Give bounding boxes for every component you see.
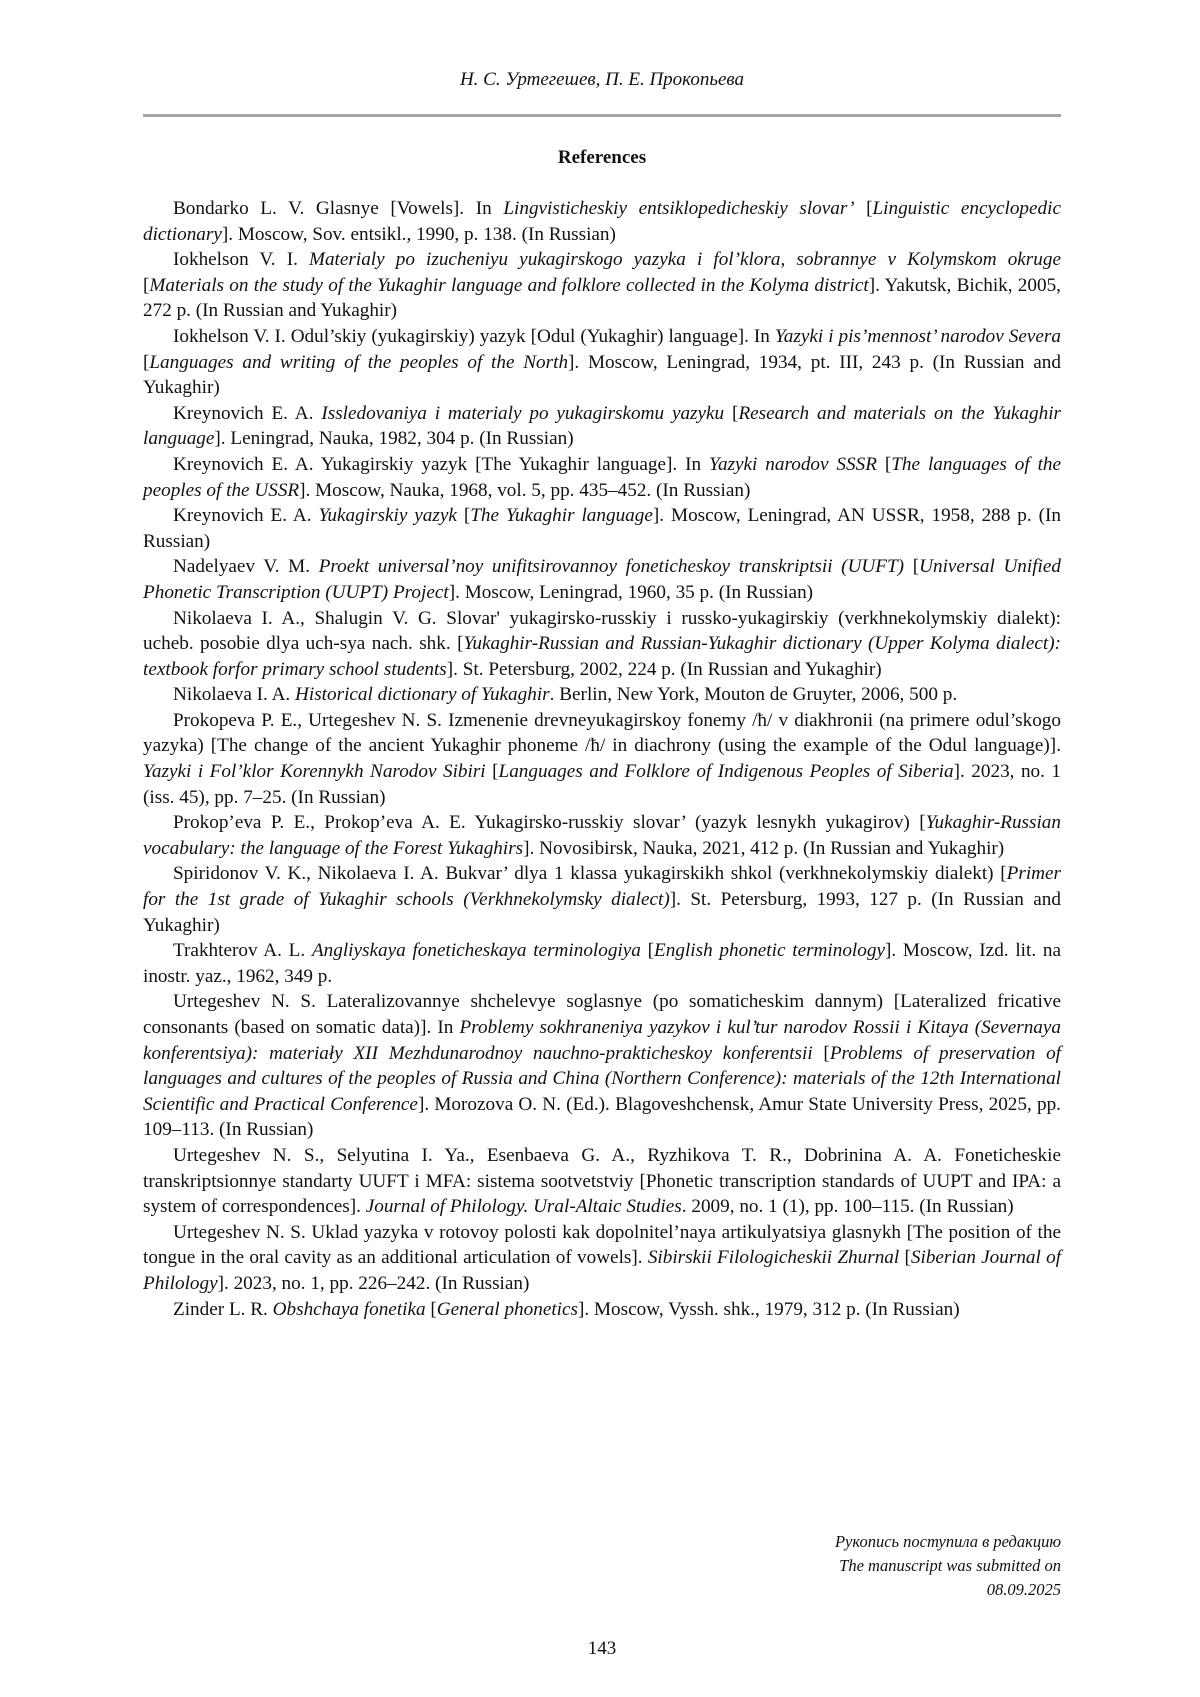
reference-text: [ [425,1298,437,1320]
reference-text: ]. 2023, no. 1 (iss. 45), pp. 7–25. (In Russian) [143,761,1062,808]
reference-text: ]. Morozova O. N. (Ed.). Blagoveshchensk, Amur State University Press, 2025, pp. 109–113. (In Russian) [143,1093,1061,1141]
reference-entry [143,810,1061,861]
reference-text: Nikolaeva I. A., Shalugin V. G. Slovar' yukagirsko-russkiy i russko-yukagirskiy (verkhnekolymskiy dialekt): ucheb. posobie dlya uch-sya nach. shk. [ [143,607,1061,655]
reference-italic-text: Obshchaya fonetika [272,1298,426,1320]
reference-italic-text: Primer for the 1st grade of Yukaghir schools (Verkhnekolymsky dialect) [143,863,1061,911]
reference-text: . Berlin, New York, Mouton de Gruyter, 2006, 500 p. [549,684,958,706]
reference-italic-text: Yukaghir-Russian and Russian-Yukaghir dictionary (Upper Kolyma dialect): textbook forfor primary school students [143,633,1061,680]
reference-text: [ [812,1042,830,1064]
reference-entry [143,324,1061,401]
reference-italic-text: Problemy sokhraneniya yazykov i kul’tur narodov Rossii i Kitaya (Severnaya konferentsiya): materiały XII Mezhdunarodnoy nauchno-prakticheskoy konferentsii [143,1017,1061,1064]
reference-entry [143,1220,1061,1297]
reference-text: ]. Yakutsk, Bichik, 2005, 272 p. (In Russian and Yukaghir) [143,274,1061,322]
reference-italic-text: Lingvisticheskiy entsiklopedicheskiy slovar’ [503,198,855,219]
reference-text: ]. Moscow, Vyssh. shk., 1979, 312 p. (In Russian) [578,1298,960,1320]
reference-text: Nadelyaev V. M. [173,556,319,578]
reference-italic-text: Languages and writing of the peoples of the North [149,351,569,373]
received-date: 08.09.2025 [986,1580,1061,1599]
reference-list [143,196,1061,1322]
reference-text: Urtegeshev N. S. Uklad yazyka v rotovoy polosti kak dopolnitel’naya artikulyatsiya glasnykh [The position of the tongue in the oral cavity as an additional articulation of vowels]. [143,1221,1061,1269]
reference-text: Iokhelson V. I. [173,249,309,271]
reference-entry [143,452,1061,503]
running-header: Н. С. Уртегешев, П. Е. Прокопьева [459,69,745,90]
reference-italic-text: Languages and Folklore of Indigenous Peoples of Siberia [498,761,954,783]
reference-italic-text: English phonetic terminology [654,940,885,962]
reference-italic-text: Issledovaniya i materialy po yukagirskomu yazyku [321,402,725,424]
reference-text: ]. St. Petersburg, 1993, 127 p. (In Russian and Yukaghir) [143,889,1061,936]
reference-entry [143,861,1061,938]
reference-italic-text: Sibirskii Filologicheskii Zhurnal [647,1247,900,1269]
reference-text: [ [485,761,499,783]
reference-italic-text: Yazyki narodov SSSR [709,453,877,475]
reference-text: Urtegeshev N. S., Selyutina I. Ya., Esenbaeva G. A., Ryzhikova T. R., Dobrinina A. A. Foneticheskie transkriptsionnye standarty UUFT i MFA: sistema sootvetstviy [Phonetic transcription standards of UUPT and IPA: a system of correspondences]. [143,1144,1061,1218]
reference-text: Trakhterov A. L. [173,940,312,962]
reference-entry [143,196,1061,247]
reference-italic-text: Journal of Philology. Ural-Altaic Studies [365,1196,682,1218]
reference-italic-text: Yukagirskiy yazyk [318,505,457,527]
reference-text: . 2009, no. 1 (1), pp. 100–115. (In Russian) [681,1196,1014,1218]
reference-entry [143,682,1061,708]
reference-entry [143,554,1061,605]
reference-text: ]. Leningrad, Nauka, 1982, 304 p. (In Russian) [214,428,574,450]
reference-entry [143,708,1061,810]
reference-italic-text: Angliyskaya foneticheskaya terminologiya [311,940,641,962]
reference-entry [143,1143,1061,1220]
reference-text: [ [854,198,873,219]
reference-text: [ [899,1247,911,1269]
reference-entry [143,606,1061,683]
reference-italic-text: Yazyki i pis’mennost’ narodov Severa [774,325,1061,347]
reference-italic-text: Siberian Journal of Philology [143,1247,1062,1294]
reference-text: Spiridonov V. K., Nikolaeva I. A. Bukvar’ dlya 1 klassa yukagirskikh shkol (verkhnekolymskiy dialekt) [ [173,863,1007,885]
reference-entry [143,503,1061,554]
reference-entry [143,1297,1061,1323]
page-number: 143 [587,1638,617,1659]
reference-text: ]. St. Petersburg, 2002, 224 p. (In Russian and Yukaghir) [446,658,882,680]
received-note [700,1530,1061,1602]
reference-text: Iokhelson V. I. Odul’skiy (yukagirskiy) yazyk [Odul (Yukaghir) language]. In [173,325,775,347]
reference-text: Kreynovich E. A. [173,402,322,424]
reference-text: Zinder L. R. [173,1298,273,1320]
reference-text: [ [640,940,655,962]
reference-text: ]. Moscow, Sov. entsikl., 1990, p. 138. (In Russian) [221,223,616,245]
reference-italic-text: Universal Unified Phonetic Transcription (UUPT) Project [143,556,1062,603]
reference-text: Urtegeshev N. S. Lateralizovannye shchelevye soglasnye (po somaticheskim dannym) [Lateralized fricative consonants (based on somatic data)]. In [143,991,1061,1038]
reference-text: ]. Moscow, Leningrad, 1960, 35 p. (In Russian) [448,581,814,603]
received-line-ru: Рукопись поступила в редакцию [834,1532,1061,1551]
reference-text: [ [143,351,150,373]
reference-entry [143,938,1061,989]
reference-text: ]. Novosibirsk, Nauka, 2021, 412 p. (In Russian and Yukaghir) [523,837,1005,859]
reference-entry [143,401,1061,452]
reference-text: [ [876,453,892,475]
reference-italic-text: General phonetics [436,1298,578,1320]
reference-text: Prokop’eva P. E., Prokop’eva A. E. Yukagirsko-russkiy slovar’ (yazyk lesnykh yukagirov) [ [173,812,926,834]
reference-text: Kreynovich E. A. Yukagirskiy yazyk [The Yukaghir language]. In [173,453,710,475]
header-rule [143,114,1061,117]
reference-italic-text: The languages of the peoples of the USSR [143,453,1062,501]
reference-italic-text: Yukaghir-Russian vocabulary: the language of the Forest Yukaghirs [143,812,1061,859]
reference-text: Kreynovich E. A. [173,505,319,527]
reference-italic-text: The Yukaghir language [470,505,653,527]
reference-italic-text: Linguistic encyclopedic dictionary [143,198,1061,245]
reference-text: Nikolaeva I. A. [173,684,296,706]
section-title: References [557,147,647,168]
received-line-en: The manuscript was submitted on [839,1556,1061,1575]
reference-text: Prokopeva P. E., Urtegeshev N. S. Izmenenie drevneyukagirskoy fonemy /ħ/ v diakhronii (na primere odul’skogo yazyka) [The change of the ancient Yukaghir phoneme /ħ/ in diachrony (using the example of the Odul language)]. [143,709,1061,757]
reference-italic-text: Materials on the study of the Yukaghir language and folklore collected in the Kolyma district [149,274,869,296]
reference-text: [ [904,556,920,578]
reference-text: [ [143,274,150,296]
reference-italic-text: Materialy po izucheniyu yukagirskogo yazyka i fol’klora, sobrannye v Kolymskom okruge [308,249,1061,271]
reference-italic-text: Yazyki i Fol’klor Korennykh Narodov Sibiri [143,761,486,783]
reference-entry [143,989,1061,1143]
reference-text: ]. Moscow, Leningrad, AN USSR, 1958, 288 p. (In Russian) [143,505,1062,552]
reference-text: ]. 2023, no. 1, pp. 226–242. (In Russian) [217,1272,530,1294]
reference-text: ]. Moscow, Nauka, 1968, vol. 5, pp. 435–452. (In Russian) [299,479,751,501]
reference-text: Bondarko L. V. Glasnye [Vowels]. In [173,198,504,219]
reference-italic-text: Proekt universal’noy unifitsirovannoy foneticheskoy transkriptsii (UUFT) [318,556,905,578]
reference-italic-text: Historical dictionary of Yukaghir [295,684,550,706]
reference-entry [143,247,1061,324]
reference-text: [ [724,402,739,424]
reference-text: ]. Moscow, Izd. lit. na inostr. yaz., 1962, 349 p. [143,940,1061,987]
reference-italic-text: Problems of preservation of languages and cultures of the peoples of Russia and China (Northern Conference): materials of the 12th International Scientific and Practical Conference [143,1042,1061,1115]
reference-text: [ [456,505,471,527]
reference-text: ]. Moscow, Leningrad, 1934, pt. III, 243 p. (In Russian and Yukaghir) [143,351,1061,399]
reference-italic-text: Research and materials on the Yukaghir language [143,402,1062,450]
